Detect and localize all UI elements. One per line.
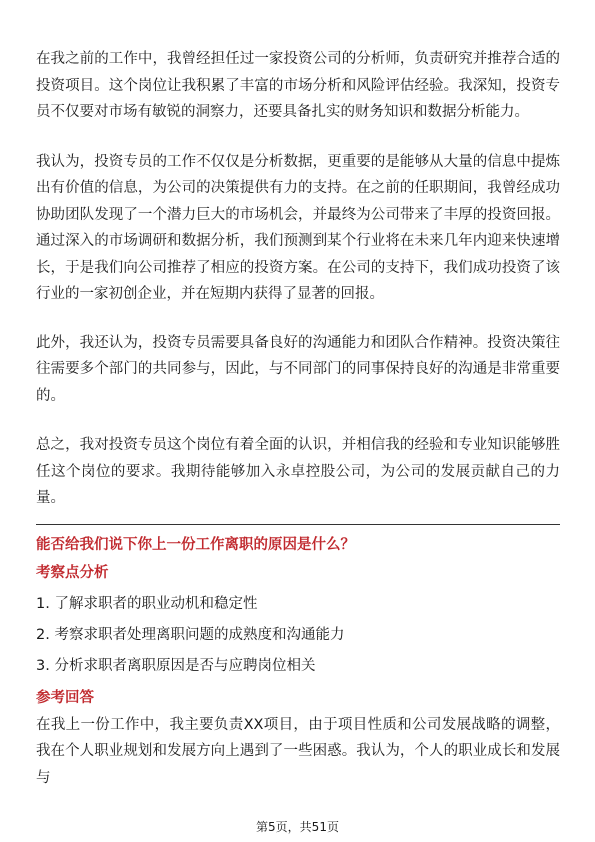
section-divider <box>36 524 560 525</box>
interview-question: 能否给我们说下你上一份工作离职的原因是什么？ <box>36 536 355 553</box>
paragraph-experience: 在我之前的工作中，我曾经担任过一家投资公司的分析师，负责研究并推荐合适的投资项目。这个岗位让我积累了丰富的市场分析和风险评估经验。我深知，投资专员不仅要对市场有敏锐的洞察力，还要具备扎实的财务知识和数据分析能力。 <box>36 51 560 120</box>
answer-text: 在我上一份工作中，我主要负责XX项目，由于项目性质和公司发展战略的调整，我在个人职业规划和发展方向上遇到了一些困惑。我认为，个人的职业成长和发展与 <box>36 716 560 786</box>
document-body <box>36 46 560 791</box>
analysis-point: 1. 了解求职者的职业动机和稳定性 <box>36 595 258 612</box>
paragraph-conclusion: 总之，我对投资专员这个岗位有着全面的认识，并相信我的经验和专业知识能够胜任这个岗位的要求。我期待能够加入永卓控股公司，为公司的发展贡献自己的力量。 <box>36 437 560 506</box>
answer-heading: 参考回答 <box>36 689 94 706</box>
page-number: 第5页，共51页 <box>256 820 339 834</box>
paragraph-value: 我认为，投资专员的工作不仅仅是分析数据，更重要的是能够从大量的信息中提炼出有价值的信息，为公司的决策提供有力的支持。在之前的任职期间，我曾经成功协助团队发现了一个潜力巨大的市场机会，并最终为公司带来了丰厚的投资回报。通过深入的市场调研和数据分析，我们预测到某个行业将在未来几年内迎来快速增长，于是我们向公司推荐了相应的投资方案。在公司的支持下，我们成功投资了该行业的一家初创企业，并在短期内获得了显著的回报。 <box>36 153 560 302</box>
paragraph-communication: 此外，我还认为，投资专员需要具备良好的沟通能力和团队合作精神。投资决策往往需要多个部门的共同参与，因此，与不同部门的同事保持良好的沟通是非常重要的。 <box>36 334 560 404</box>
analysis-point: 2. 考察求职者处理离职问题的成熟度和沟通能力 <box>36 626 345 643</box>
analysis-heading: 考察点分析 <box>36 564 109 581</box>
analysis-point: 3. 分析求职者离职原因是否与应聘岗位相关 <box>36 657 316 674</box>
